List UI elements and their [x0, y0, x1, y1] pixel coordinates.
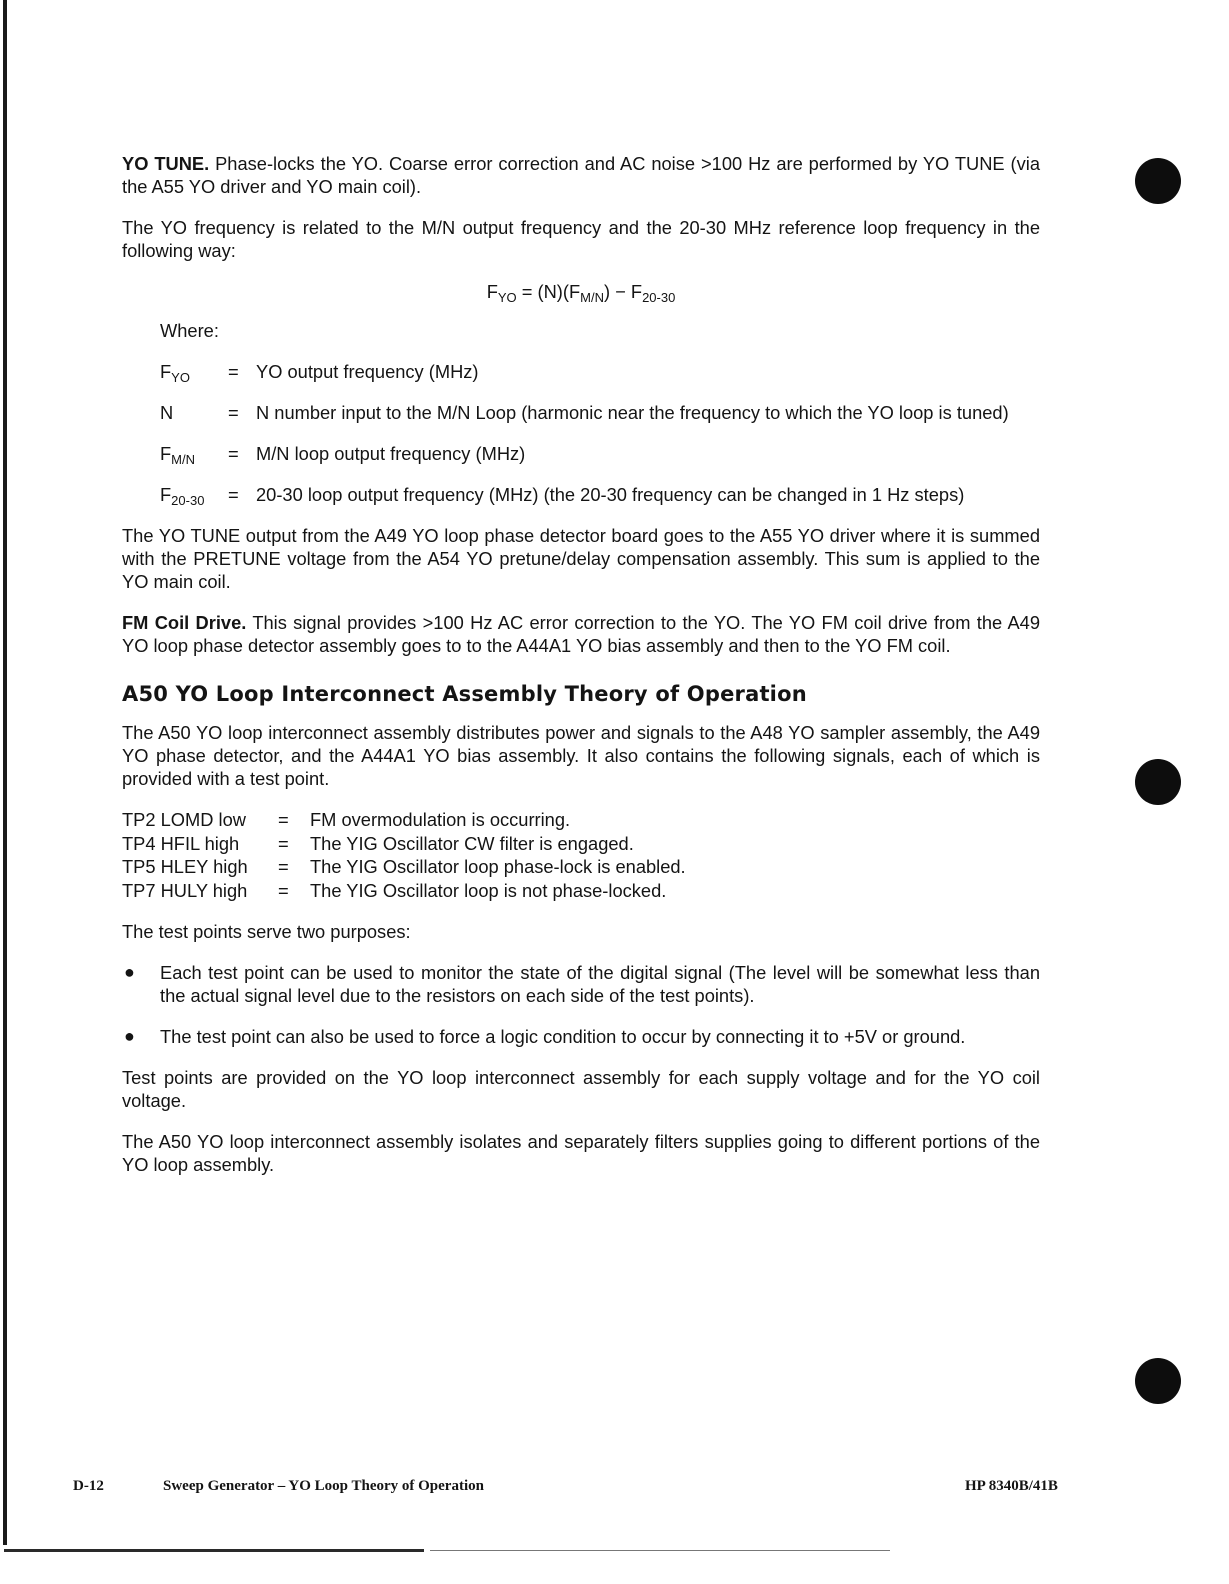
definition-row — [160, 442, 1040, 465]
footer-title: Sweep Generator – YO Loop Theory of Operation — [163, 1478, 484, 1494]
test-point-description: The YIG Oscillator CW filter is engaged. — [310, 832, 634, 854]
definition-symbol: N — [160, 402, 174, 423]
definition-text: M/N loop output frequency (MHz) — [256, 443, 526, 464]
formula-tail: ) − F — [603, 281, 643, 302]
test-point-description: The YIG Oscillator loop phase-lock is enabled. — [310, 856, 686, 877]
formula-middle: = (N)(F — [516, 281, 581, 302]
test-point-equals: = — [278, 856, 289, 877]
definition-row — [160, 360, 1040, 383]
bullet-text: Each test point can be used to monitor the state of the digital signal (The level will be somewhat less than the actual signal level due to the resistors on each side of the test points). — [160, 962, 1040, 1006]
fm-coil-paragraph — [122, 611, 1040, 657]
formula-lhs: F — [486, 281, 498, 302]
definition-symbol: $F_{M/N}$ — [160, 443, 196, 467]
definition-text: N number input to the M/N Loop (harmonic near the frequency to which the YO loop is tuned) — [256, 402, 1009, 423]
test-point-name: TP7 HULY high — [122, 879, 248, 901]
yo-tune-run-in-heading: YO TUNE. — [122, 153, 210, 174]
purpose-bullet-list — [122, 961, 1040, 1048]
page-bottom-edge-rule — [4, 1549, 424, 1552]
frequency-formula — [122, 280, 1040, 303]
definition-equals: = — [228, 484, 239, 505]
formula-middle-subscript: M/N — [580, 290, 604, 305]
formula-tail-subscript: 20-30 — [642, 290, 676, 305]
definition-equals: = — [228, 361, 239, 382]
where-label: Where: — [160, 320, 219, 341]
fm-coil-text: This signal provides >100 Hz AC error correction to the YO. The YO FM coil drive from the A49 YO loop phase detector assembly goes to to the A44A1 YO bias assembly and then to the YO FM coil. — [122, 612, 1040, 656]
bullet-icon: ● — [124, 1026, 135, 1046]
test-point-row — [122, 855, 1040, 879]
page-content — [122, 152, 1040, 1194]
definition-list — [160, 360, 1040, 506]
footer-page-number: D-12 — [73, 1478, 104, 1494]
list-item — [122, 961, 1040, 1007]
test-point-name: TP5 HLEY high — [122, 856, 248, 877]
purposes-intro-paragraph: The test points serve two purposes: — [122, 921, 411, 942]
definition-row — [160, 401, 1040, 424]
binder-hole-bottom — [1135, 1358, 1181, 1404]
definition-text: YO output frequency (MHz) — [256, 361, 479, 382]
bullet-text: The test point can also be used to force a logic condition to occur by connecting it to +5V or ground. — [160, 1026, 966, 1047]
definition-equals: = — [228, 443, 239, 464]
isolation-paragraph: The A50 YO loop interconnect assembly isolates and separately filters supplies going to different portions of the YO loop assembly. — [122, 1131, 1040, 1175]
test-point-equals: = — [278, 879, 289, 901]
relation-intro-paragraph: The YO frequency is related to the M/N output frequency and the 20-30 MHz reference loop frequency in the following way: — [122, 217, 1040, 261]
definition-equals: = — [228, 402, 239, 423]
test-point-name: TP4 HFIL high — [122, 832, 240, 854]
binder-hole-top — [1135, 158, 1181, 204]
test-point-row — [122, 808, 1040, 832]
test-point-row — [122, 832, 1040, 856]
binder-hole-middle — [1135, 759, 1181, 805]
formula-lhs-subscript: YO — [497, 290, 517, 305]
a50-intro-paragraph: The A50 YO loop interconnect assembly distributes power and signals to the A48 YO sampler assembly, the A49 YO phase detector, and the A44A1 YO bias assembly. It also contains the following signals, each of which is provided with a test point. — [122, 722, 1040, 789]
list-item — [122, 1025, 1040, 1048]
page-left-edge-rule — [3, 0, 7, 1545]
test-point-description: FM overmodulation is occurring. — [310, 809, 571, 830]
page-bottom-edge-rule-faint — [430, 1550, 890, 1551]
yo-tune-text: Phase-locks the YO. Coarse error correction and AC noise >100 Hz are performed by YO TUNE (via the A55 YO driver and YO main coil). — [122, 153, 1040, 197]
definition-symbol: $F_{YO}$ — [160, 361, 190, 385]
test-point-equals: = — [278, 809, 289, 830]
yo-tune-paragraph — [122, 152, 1040, 198]
supply-paragraph: Test points are provided on the YO loop interconnect assembly for each supply voltage and for the YO coil voltage. — [122, 1067, 1040, 1111]
test-point-row — [122, 879, 1040, 903]
footer-model: HP 8340B/41B — [965, 1478, 1058, 1494]
definition-text: 20-30 loop output frequency (MHz) (the 20-30 frequency can be changed in 1 Hz steps) — [256, 484, 965, 505]
bullet-icon: ● — [124, 962, 135, 982]
section-heading: A50 YO Loop Interconnect Assembly Theory of Operation — [122, 682, 807, 706]
definition-row — [160, 483, 1040, 506]
test-point-list — [122, 808, 1040, 902]
yo-tune-output-paragraph: The YO TUNE output from the A49 YO loop phase detector board goes to the A55 YO driver where it is summed with the PRETUNE voltage from the A54 YO pretune/delay compensation assembly. This sum is applied to the YO main coil. — [122, 525, 1040, 592]
test-point-name: TP2 LOMD low — [122, 809, 246, 830]
definition-symbol: $F_{20-30}$ — [160, 484, 205, 508]
fm-coil-run-in-heading: FM Coil Drive. — [122, 612, 247, 633]
test-point-equals: = — [278, 832, 289, 854]
test-point-description: The YIG Oscillator loop is not phase-locked. — [310, 879, 667, 901]
